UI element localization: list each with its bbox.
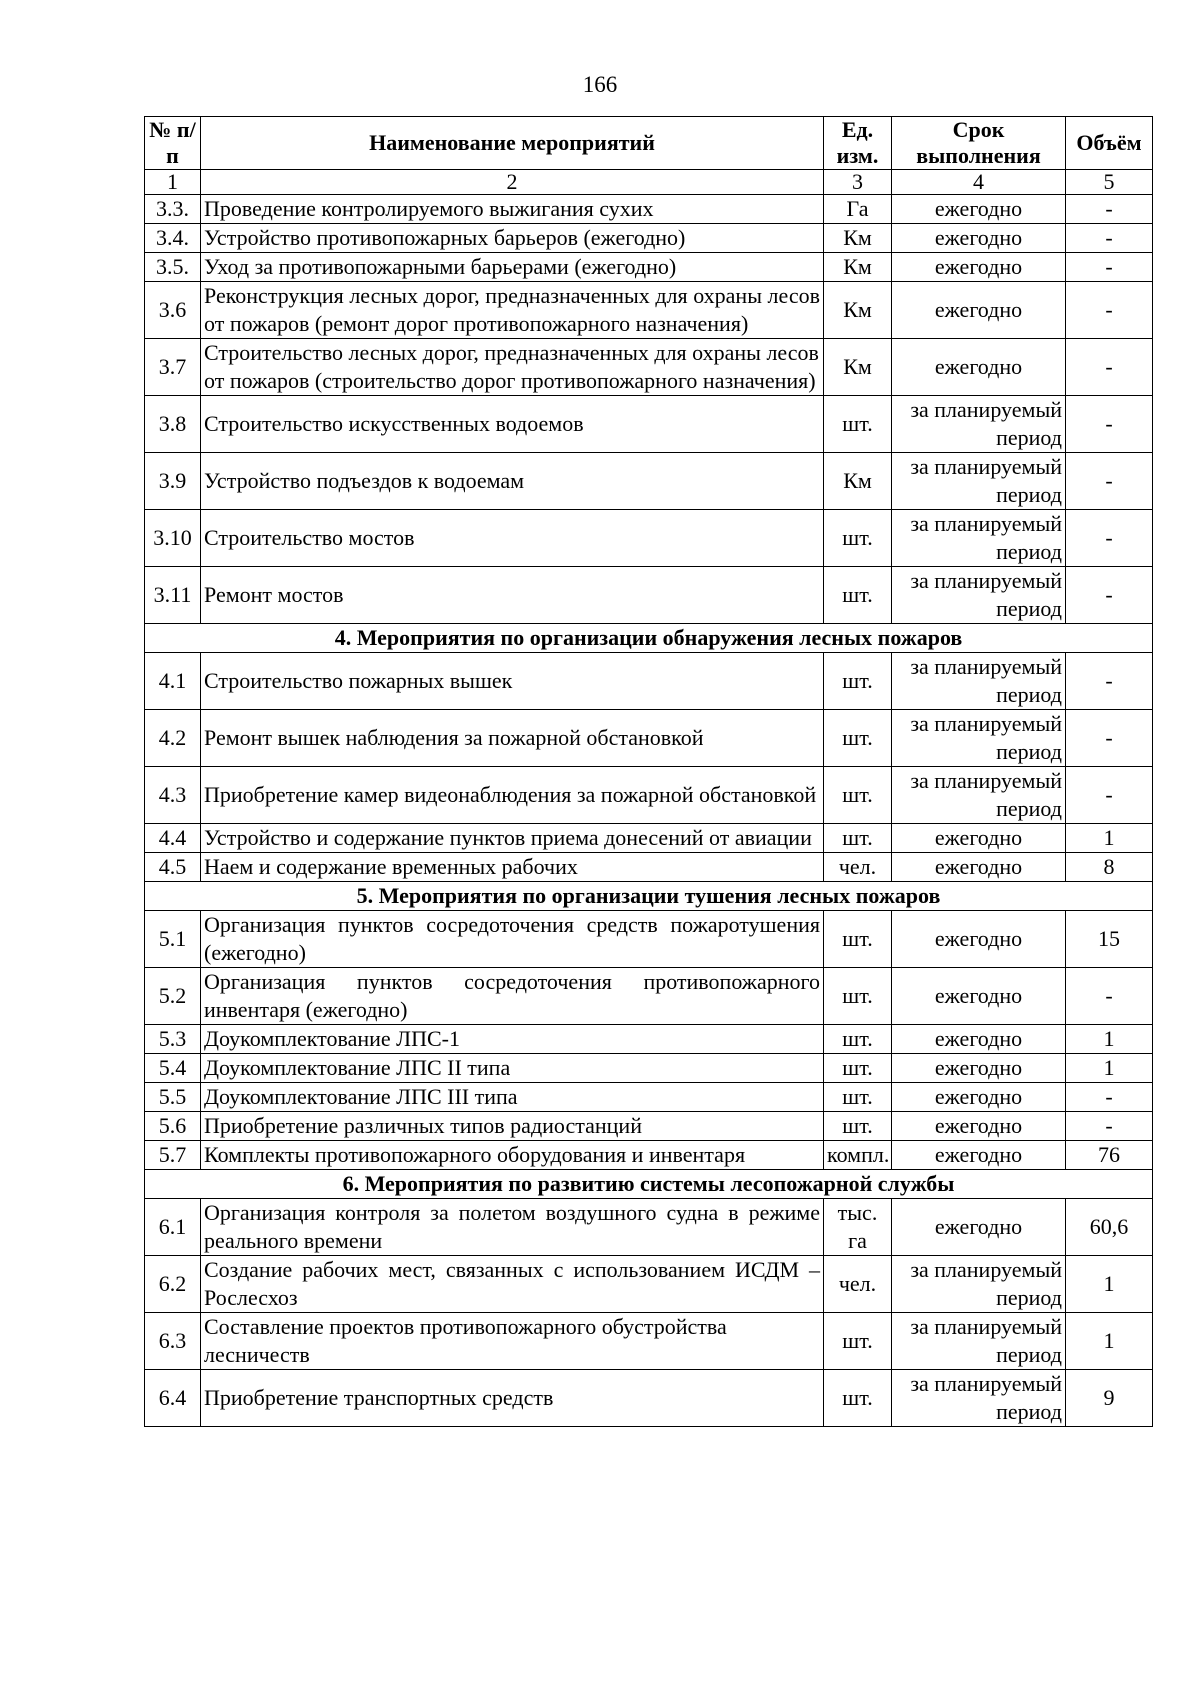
row-term: ежегодно	[892, 195, 1066, 224]
row-unit: шт.	[824, 396, 892, 453]
row-number: 3.3.	[145, 195, 201, 224]
row-term: ежегодно	[892, 1025, 1066, 1054]
table-row	[145, 1083, 1153, 1112]
row-volume: -	[1066, 453, 1153, 510]
section-title: 4. Мероприятия по организации обнаружения лесных пожаров	[145, 624, 1153, 653]
row-volume: -	[1066, 710, 1153, 767]
header-term: Срок выполнения	[892, 117, 1066, 170]
row-unit: шт.	[824, 1370, 892, 1427]
table-row	[145, 396, 1153, 453]
row-term: за планируемый период	[892, 396, 1066, 453]
index-row	[145, 170, 1153, 195]
row-name: Строительство искусственных водоемов	[201, 396, 824, 453]
row-volume: -	[1066, 195, 1153, 224]
table-row	[145, 195, 1153, 224]
row-number: 6.3	[145, 1313, 201, 1370]
row-term: за планируемый период	[892, 453, 1066, 510]
row-unit: шт.	[824, 567, 892, 624]
table-row	[145, 911, 1153, 968]
table-row	[145, 767, 1153, 824]
table-row	[145, 224, 1153, 253]
row-number: 5.4	[145, 1054, 201, 1083]
table-row	[145, 968, 1153, 1025]
row-volume: 1	[1066, 1313, 1153, 1370]
row-number: 5.5	[145, 1083, 201, 1112]
row-name: Строительство пожарных вышек	[201, 653, 824, 710]
table-row	[145, 853, 1153, 882]
row-volume: -	[1066, 339, 1153, 396]
row-name: Комплекты противопожарного оборудования и инвентаря	[201, 1141, 824, 1170]
index-cell: 2	[201, 170, 824, 195]
row-term: за планируемый период	[892, 653, 1066, 710]
row-number: 6.4	[145, 1370, 201, 1427]
table-row	[145, 824, 1153, 853]
row-unit: шт.	[824, 767, 892, 824]
table-row	[145, 253, 1153, 282]
measures-table	[144, 116, 1153, 1427]
header-number: № п/п	[145, 117, 201, 170]
row-unit: Км	[824, 339, 892, 396]
table-row	[145, 1199, 1153, 1256]
row-unit: шт.	[824, 1083, 892, 1112]
table-row	[145, 1112, 1153, 1141]
row-volume: -	[1066, 767, 1153, 824]
header-name: Наименование мероприятий	[201, 117, 824, 170]
row-term: ежегодно	[892, 224, 1066, 253]
row-volume: -	[1066, 567, 1153, 624]
row-unit: Км	[824, 224, 892, 253]
row-name: Устройство подъездов к водоемам	[201, 453, 824, 510]
row-unit: Км	[824, 253, 892, 282]
table-header	[145, 117, 1153, 195]
row-name: Ремонт вышек наблюдения за пожарной обстановкой	[201, 710, 824, 767]
row-volume: -	[1066, 968, 1153, 1025]
row-number: 4.4	[145, 824, 201, 853]
row-volume: 9	[1066, 1370, 1153, 1427]
row-volume: -	[1066, 282, 1153, 339]
row-term: ежегодно	[892, 339, 1066, 396]
index-cell: 3	[824, 170, 892, 195]
table-row	[145, 1054, 1153, 1083]
row-volume: -	[1066, 253, 1153, 282]
row-term: за планируемый период	[892, 567, 1066, 624]
row-term: ежегодно	[892, 282, 1066, 339]
row-term: за планируемый период	[892, 767, 1066, 824]
table-row	[145, 567, 1153, 624]
row-number: 4.2	[145, 710, 201, 767]
row-unit: шт.	[824, 968, 892, 1025]
table-row	[145, 1313, 1153, 1370]
row-number: 4.1	[145, 653, 201, 710]
row-term: ежегодно	[892, 1054, 1066, 1083]
row-term: ежегодно	[892, 824, 1066, 853]
row-term: за планируемый период	[892, 1370, 1066, 1427]
table-row	[145, 453, 1153, 510]
row-term: за планируемый период	[892, 710, 1066, 767]
table-row	[145, 710, 1153, 767]
row-number: 4.5	[145, 853, 201, 882]
row-number: 3.7	[145, 339, 201, 396]
row-unit: шт.	[824, 1025, 892, 1054]
section-row	[145, 1170, 1153, 1199]
row-name: Реконструкция лесных дорог, предназначенных для охраны лесов от пожаров (ремонт дорог противопожарного назначения)	[201, 282, 824, 339]
row-number: 6.1	[145, 1199, 201, 1256]
row-term: за планируемый период	[892, 1313, 1066, 1370]
row-number: 5.7	[145, 1141, 201, 1170]
row-number: 5.1	[145, 911, 201, 968]
row-number: 4.3	[145, 767, 201, 824]
row-unit: тыс. га	[824, 1199, 892, 1256]
row-volume: -	[1066, 396, 1153, 453]
row-name: Ремонт мостов	[201, 567, 824, 624]
row-name: Организация контроля за полетом воздушного судна в режиме реального времени	[201, 1199, 824, 1256]
table-row	[145, 282, 1153, 339]
row-number: 3.9	[145, 453, 201, 510]
row-unit: чел.	[824, 853, 892, 882]
row-unit: шт.	[824, 653, 892, 710]
table-row	[145, 1256, 1153, 1313]
section-title: 6. Мероприятия по развитию системы лесопожарной службы	[145, 1170, 1153, 1199]
row-number: 3.10	[145, 510, 201, 567]
row-name: Создание рабочих мест, связанных с использованием ИСДМ – Рослесхоз	[201, 1256, 824, 1313]
row-volume: 1	[1066, 1054, 1153, 1083]
row-number: 5.3	[145, 1025, 201, 1054]
index-cell: 4	[892, 170, 1066, 195]
row-term: за планируемый период	[892, 1256, 1066, 1313]
table-body	[145, 195, 1153, 1427]
row-number: 6.2	[145, 1256, 201, 1313]
page-number: 166	[582, 72, 618, 97]
row-volume: 8	[1066, 853, 1153, 882]
row-name: Составление проектов противопожарного обустройства лесничеств	[201, 1313, 824, 1370]
row-name: Доукомплектование ЛПС III типа	[201, 1083, 824, 1112]
row-number: 3.5.	[145, 253, 201, 282]
row-term: ежегодно	[892, 1112, 1066, 1141]
row-number: 3.11	[145, 567, 201, 624]
row-name: Устройство противопожарных барьеров (ежегодно)	[201, 224, 824, 253]
row-number: 3.4.	[145, 224, 201, 253]
section-row	[145, 624, 1153, 653]
row-volume: 1	[1066, 1025, 1153, 1054]
row-unit: шт.	[824, 510, 892, 567]
row-name: Проведение контролируемого выжигания сухих	[201, 195, 824, 224]
row-name: Строительство мостов	[201, 510, 824, 567]
row-name: Приобретение транспортных средств	[201, 1370, 824, 1427]
row-unit: шт.	[824, 710, 892, 767]
row-volume: 15	[1066, 911, 1153, 968]
row-unit: чел.	[824, 1256, 892, 1313]
row-volume: -	[1066, 510, 1153, 567]
section-row	[145, 882, 1153, 911]
row-term: ежегодно	[892, 911, 1066, 968]
row-unit: шт.	[824, 1054, 892, 1083]
row-volume: 1	[1066, 824, 1153, 853]
row-number: 3.8	[145, 396, 201, 453]
table-row	[145, 339, 1153, 396]
index-cell: 1	[145, 170, 201, 195]
row-name: Приобретение камер видеонаблюдения за пожарной обстановкой	[201, 767, 824, 824]
section-title: 5. Мероприятия по организации тушения лесных пожаров	[145, 882, 1153, 911]
index-cell: 5	[1066, 170, 1153, 195]
header-unit: Ед. изм.	[824, 117, 892, 170]
row-term: ежегодно	[892, 853, 1066, 882]
row-term: за планируемый период	[892, 510, 1066, 567]
row-unit: компл.	[824, 1141, 892, 1170]
row-term: ежегодно	[892, 1083, 1066, 1112]
row-name: Строительство лесных дорог, предназначенных для охраны лесов от пожаров (строительство дорог противопожарного назначения)	[201, 339, 824, 396]
row-name: Устройство и содержание пунктов приема донесений от авиации	[201, 824, 824, 853]
header-volume: Объём	[1066, 117, 1153, 170]
row-volume: -	[1066, 1112, 1153, 1141]
row-unit: шт.	[824, 824, 892, 853]
row-unit: Км	[824, 453, 892, 510]
table-row	[145, 1370, 1153, 1427]
row-term: ежегодно	[892, 253, 1066, 282]
row-volume: 60,6	[1066, 1199, 1153, 1256]
row-name: Наем и содержание временных рабочих	[201, 853, 824, 882]
table-row	[145, 1141, 1153, 1170]
row-number: 5.2	[145, 968, 201, 1025]
row-name: Уход за противопожарными барьерами (ежегодно)	[201, 253, 824, 282]
row-unit: шт.	[824, 1313, 892, 1370]
row-name: Приобретение различных типов радиостанций	[201, 1112, 824, 1141]
row-unit: шт.	[824, 1112, 892, 1141]
row-number: 3.6	[145, 282, 201, 339]
row-term: ежегодно	[892, 1141, 1066, 1170]
row-unit: Км	[824, 282, 892, 339]
table-row	[145, 1025, 1153, 1054]
row-name: Организация пунктов сосредоточения противопожарного инвентаря (ежегодно)	[201, 968, 824, 1025]
row-volume: -	[1066, 653, 1153, 710]
row-volume: -	[1066, 224, 1153, 253]
table-row	[145, 653, 1153, 710]
row-term: ежегодно	[892, 968, 1066, 1025]
row-volume: 76	[1066, 1141, 1153, 1170]
header-row	[145, 117, 1153, 170]
row-name: Доукомплектование ЛПС II типа	[201, 1054, 824, 1083]
row-number: 5.6	[145, 1112, 201, 1141]
row-unit: Га	[824, 195, 892, 224]
row-unit: шт.	[824, 911, 892, 968]
row-name: Организация пунктов сосредоточения средств пожаротушения (ежегодно)	[201, 911, 824, 968]
table-row	[145, 510, 1153, 567]
row-term: ежегодно	[892, 1199, 1066, 1256]
row-volume: 1	[1066, 1256, 1153, 1313]
row-name: Доукомплектование ЛПС-1	[201, 1025, 824, 1054]
row-volume: -	[1066, 1083, 1153, 1112]
